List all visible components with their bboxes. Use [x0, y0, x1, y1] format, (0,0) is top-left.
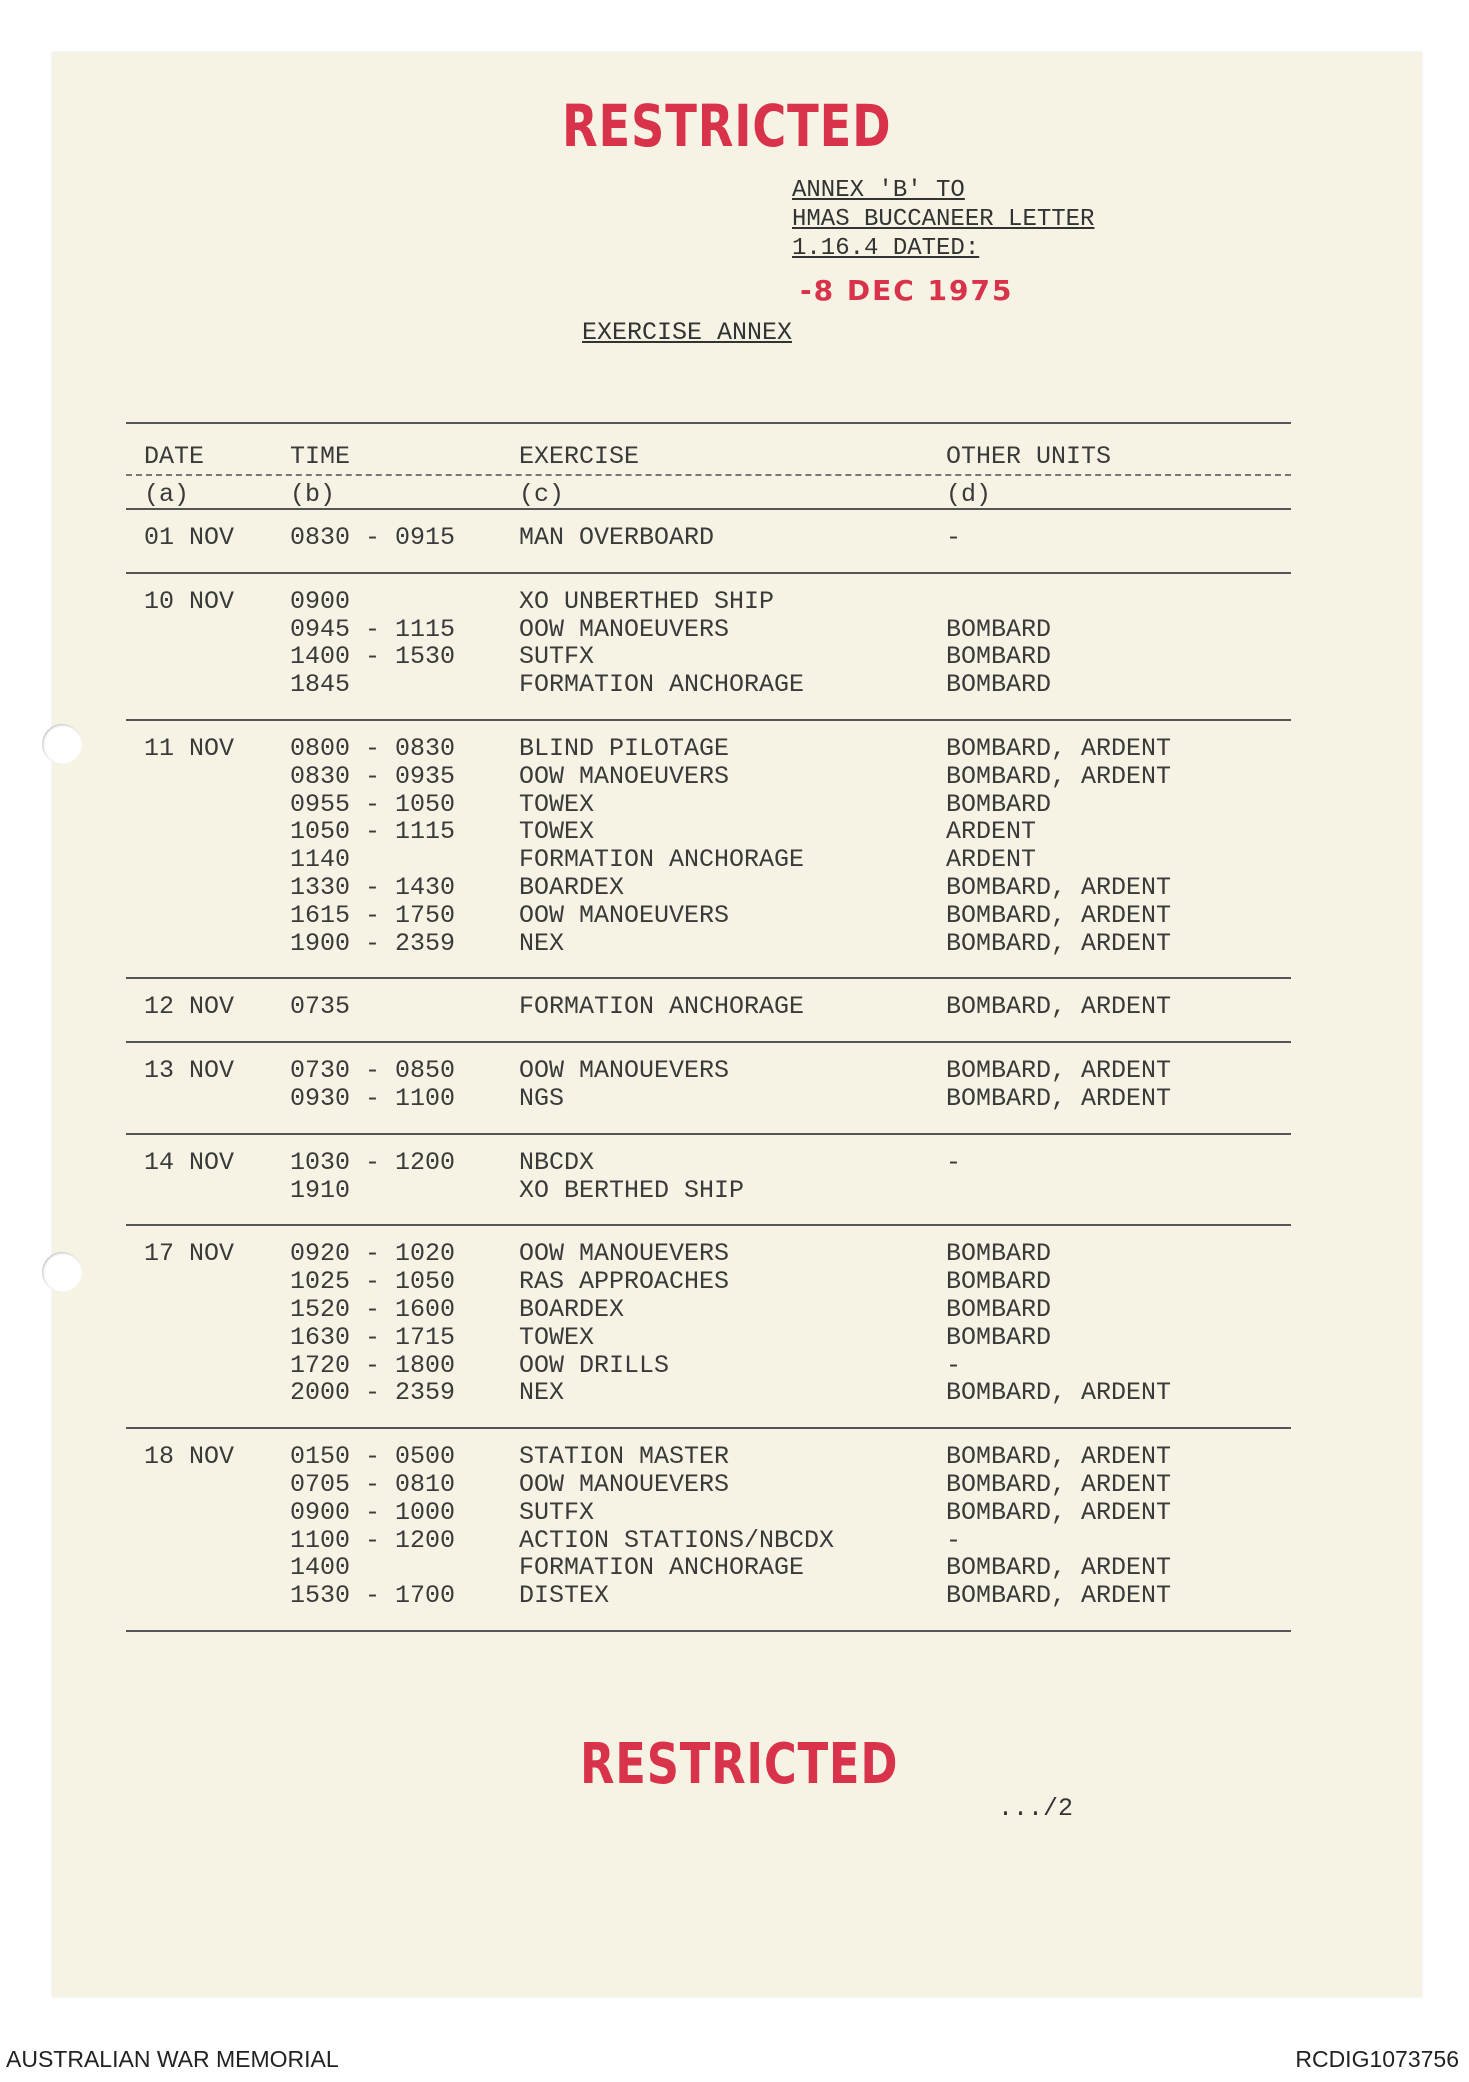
cell-exercise: SUTFX — [519, 642, 595, 672]
table-row — [126, 574, 1291, 719]
cell-time: 1400 - 1530 — [290, 642, 456, 672]
cell-units: BOMBARD — [946, 670, 1052, 700]
cell-exercise: BOARDEX — [519, 1294, 625, 1324]
table-entry — [126, 1379, 1291, 1407]
header-other-units: OTHER UNITS — [946, 442, 1112, 471]
table-entry — [126, 1443, 1291, 1471]
cell-exercise: RAS APPROACHES — [519, 1267, 730, 1297]
cell-units: BOMBARD, ARDENT — [946, 1056, 1172, 1086]
table-entry — [126, 791, 1291, 819]
table-entry — [126, 1085, 1291, 1113]
cell-units: BOMBARD — [946, 642, 1052, 672]
cell-exercise: OOW MANOEUVERS — [519, 614, 730, 644]
table-row — [126, 721, 1291, 977]
cell-units: BOMBARD, ARDENT — [946, 733, 1172, 763]
cell-exercise: FORMATION ANCHORAGE — [519, 992, 805, 1022]
table-row — [126, 979, 1291, 1041]
table-entry — [126, 1177, 1291, 1205]
table-entry — [126, 993, 1291, 1021]
cell-date: 01 NOV — [144, 523, 235, 552]
cell-time: 0730 - 0850 — [290, 1056, 456, 1086]
cell-units: BOMBARD, ARDENT — [946, 992, 1172, 1022]
cell-exercise: SUTFX — [519, 1497, 595, 1527]
cell-time: 1615 - 1750 — [290, 900, 456, 930]
cell-time: 0705 - 0810 — [290, 1469, 456, 1499]
cell-exercise: FORMATION ANCHORAGE — [519, 845, 805, 875]
table-row — [126, 1043, 1291, 1133]
cell-units: BOMBARD — [946, 789, 1052, 819]
header-exercise: EXERCISE — [519, 442, 640, 471]
cell-units: BOMBARD — [946, 1239, 1052, 1269]
cell-time: 0735 — [290, 992, 351, 1022]
cell-date: 12 NOV — [144, 992, 235, 1022]
table-entry — [126, 1352, 1291, 1380]
cell-time: 1140 — [290, 845, 351, 875]
subheader-d: (d) — [946, 480, 992, 509]
date-stamp: -8 DEC 1975 — [800, 274, 1014, 307]
punch-hole — [42, 1252, 82, 1292]
cell-units: BOMBARD, ARDENT — [946, 1083, 1172, 1113]
cell-date: 10 NOV — [144, 586, 235, 616]
cell-exercise: OOW MANOUEVERS — [519, 1469, 730, 1499]
footer-source: AUSTRALIAN WAR MEMORIAL — [6, 2046, 339, 2072]
cell-exercise: TOWEX — [519, 1322, 595, 1352]
cell-time: 0830 - 0935 — [290, 761, 456, 791]
cell-exercise: ACTION STATIONS/NBCDX — [519, 1525, 835, 1555]
cell-exercise: OOW MANOEUVERS — [519, 900, 730, 930]
cell-units: BOMBARD, ARDENT — [946, 1581, 1172, 1611]
table-entry — [126, 930, 1291, 958]
cell-exercise: OOW MANOUEVERS — [519, 1056, 730, 1086]
cell-time: 1910 — [290, 1175, 351, 1205]
cell-date: 17 NOV — [144, 1239, 235, 1269]
cell-time: 2000 - 2359 — [290, 1378, 456, 1408]
cell-units: BOMBARD, ARDENT — [946, 761, 1172, 791]
cell-date: 11 NOV — [144, 733, 235, 763]
cell-units: BOMBARD, ARDENT — [946, 928, 1172, 958]
table-row — [126, 510, 1291, 572]
cell-units: - — [946, 1147, 962, 1177]
footer-id: RCDIG1073756 — [1295, 2046, 1459, 2072]
cell-exercise: OOW DRILLS — [519, 1350, 670, 1380]
cell-exercise: MAN OVERBOARD — [519, 523, 715, 552]
cell-time: 1845 — [290, 670, 351, 700]
cell-time: 1900 - 2359 — [290, 928, 456, 958]
cell-exercise: TOWEX — [519, 789, 595, 819]
cell-time: 0945 - 1115 — [290, 614, 456, 644]
restricted-stamp-top: RESTRICTED — [562, 92, 892, 160]
table-entry — [126, 1057, 1291, 1085]
table-row — [126, 1135, 1291, 1225]
cell-units: BOMBARD, ARDENT — [946, 1378, 1172, 1408]
restricted-stamp-bottom: RESTRICTED — [580, 1732, 899, 1797]
cell-exercise: NEX — [519, 1378, 565, 1408]
cell-exercise: BOARDEX — [519, 872, 625, 902]
cell-time: 1330 - 1430 — [290, 872, 456, 902]
table-entry — [126, 1499, 1291, 1527]
table-row — [126, 1429, 1291, 1630]
cell-time: 0150 - 0500 — [290, 1442, 456, 1472]
cell-time: 0900 - 1000 — [290, 1497, 456, 1527]
annex-ref-line: 1.16.4 DATED: — [792, 235, 980, 262]
table-row — [126, 1226, 1291, 1427]
cell-exercise: FORMATION ANCHORAGE — [519, 670, 805, 700]
cell-exercise: TOWEX — [519, 817, 595, 847]
table-entry — [126, 616, 1291, 644]
cell-units: BOMBARD, ARDENT — [946, 1497, 1172, 1527]
table-entry — [126, 588, 1291, 616]
cell-units: ARDENT — [946, 845, 1037, 875]
annex-ref-line: ANNEX 'B' TO — [792, 177, 965, 204]
document-page — [52, 52, 1422, 1997]
punch-hole — [42, 724, 82, 764]
cell-units: - — [946, 1350, 962, 1380]
cell-time: 1630 - 1715 — [290, 1322, 456, 1352]
cell-units: BOMBARD, ARDENT — [946, 872, 1172, 902]
header-time: TIME — [290, 442, 351, 471]
cell-exercise: OOW MANOEUVERS — [519, 761, 730, 791]
annex-reference — [792, 176, 1094, 263]
table-entry — [126, 1149, 1291, 1177]
table-body — [126, 510, 1291, 1632]
cell-exercise: NGS — [519, 1083, 565, 1113]
cell-time: 1025 - 1050 — [290, 1267, 456, 1297]
page-continuation: .../2 — [998, 1794, 1074, 1823]
subheader-a: (a) — [144, 480, 190, 509]
table-entry — [126, 1554, 1291, 1582]
table-entry — [126, 763, 1291, 791]
cell-time: 1100 - 1200 — [290, 1525, 456, 1555]
cell-time: 0930 - 1100 — [290, 1083, 456, 1113]
table-entry — [126, 671, 1291, 699]
cell-exercise: BLIND PILOTAGE — [519, 733, 730, 763]
cell-time: 1520 - 1600 — [290, 1294, 456, 1324]
cell-exercise: DISTEX — [519, 1581, 610, 1611]
cell-date: 18 NOV — [144, 1442, 235, 1472]
table-entry — [126, 643, 1291, 671]
cell-exercise: NEX — [519, 928, 565, 958]
cell-units: - — [946, 523, 962, 552]
cell-units: BOMBARD, ARDENT — [946, 1442, 1172, 1472]
exercise-table — [126, 422, 1291, 1632]
table-entry — [126, 524, 1291, 552]
subheader-b: (b) — [290, 480, 336, 509]
cell-units: BOMBARD, ARDENT — [946, 1553, 1172, 1583]
cell-time: 1530 - 1700 — [290, 1581, 456, 1611]
cell-exercise: XO UNBERTHED SHIP — [519, 586, 775, 616]
document-title: EXERCISE ANNEX — [582, 318, 793, 347]
cell-units: BOMBARD, ARDENT — [946, 900, 1172, 930]
annex-ref-line: HMAS BUCCANEER LETTER — [792, 206, 1095, 233]
cell-time: 1050 - 1115 — [290, 817, 456, 847]
cell-time: 1400 — [290, 1553, 351, 1583]
table-entry — [126, 735, 1291, 763]
table-entry — [126, 902, 1291, 930]
header-date: DATE — [144, 442, 205, 471]
table-header — [126, 424, 1291, 474]
cell-units: BOMBARD — [946, 1322, 1052, 1352]
table-entry — [126, 818, 1291, 846]
cell-date: 13 NOV — [144, 1056, 235, 1086]
cell-units: BOMBARD — [946, 1294, 1052, 1324]
cell-units: - — [946, 1525, 962, 1555]
subheader-c: (c) — [519, 480, 565, 509]
cell-units: BOMBARD — [946, 614, 1052, 644]
cell-time: 0830 - 0915 — [290, 523, 456, 552]
cell-time: 0955 - 1050 — [290, 789, 456, 819]
cell-exercise: NBCDX — [519, 1147, 595, 1177]
cell-exercise: XO BERTHED SHIP — [519, 1175, 745, 1205]
table-entry — [126, 1324, 1291, 1352]
table-entry — [126, 846, 1291, 874]
table-entry — [126, 1527, 1291, 1555]
cell-units: ARDENT — [946, 817, 1037, 847]
table-entry — [126, 1296, 1291, 1324]
table-subheader — [126, 476, 1291, 508]
cell-time: 0900 — [290, 586, 351, 616]
cell-time: 0800 - 0830 — [290, 733, 456, 763]
cell-exercise: STATION MASTER — [519, 1442, 730, 1472]
cell-time: 0920 - 1020 — [290, 1239, 456, 1269]
table-entry — [126, 874, 1291, 902]
table-entry — [126, 1240, 1291, 1268]
cell-exercise: OOW MANOUEVERS — [519, 1239, 730, 1269]
table-entry — [126, 1582, 1291, 1610]
cell-units: BOMBARD — [946, 1267, 1052, 1297]
cell-time: 1720 - 1800 — [290, 1350, 456, 1380]
table-entry — [126, 1471, 1291, 1499]
cell-units: BOMBARD, ARDENT — [946, 1469, 1172, 1499]
cell-date: 14 NOV — [144, 1147, 235, 1177]
cell-time: 1030 - 1200 — [290, 1147, 456, 1177]
cell-exercise: FORMATION ANCHORAGE — [519, 1553, 805, 1583]
table-entry — [126, 1268, 1291, 1296]
